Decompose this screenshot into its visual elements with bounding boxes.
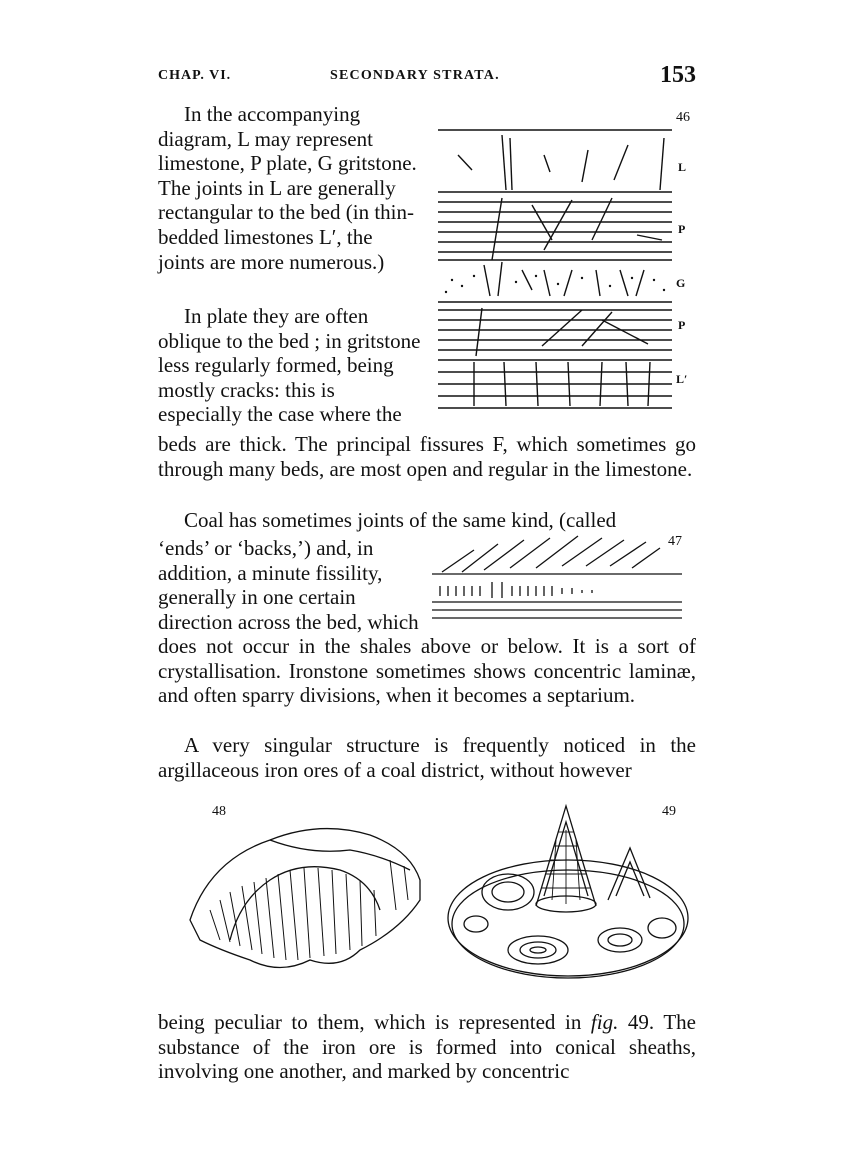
fig-reference: fig. xyxy=(590,1010,619,1034)
label-p-upper: P xyxy=(678,222,686,236)
label-p-lower: P xyxy=(678,318,686,332)
figure-46-strata-diagram xyxy=(432,110,698,420)
paragraph-coal-fissility: ‘ends’ or ‘backs,’) and, in addition, a minute fissility, generally in one certain direction across the bed, which xyxy=(158,536,419,634)
running-title: SECONDARY STRATA. xyxy=(330,68,500,83)
figure-46-number: 46 xyxy=(676,110,690,125)
figure-49-cone-in-cone-specimen xyxy=(440,800,696,985)
paragraph-coal-joints: Coal has sometimes joints of the same kind, (called xyxy=(184,508,617,532)
p8-after: 49. The substance of the iron ore is formed into conical sheaths, involving one another, and marked by concentric xyxy=(158,1010,696,1084)
paragraph-diagram-intro: In the accompanying diagram, L may represent limestone, P plate, G gritstone. The joints in L are generally rectangular to the bed (in thin-bedded limestones L′, the joints are more numerous.) xyxy=(158,102,417,274)
label-l-prime: L′ xyxy=(676,372,688,386)
figure-49-number: 49 xyxy=(662,804,676,819)
paragraph-conical-sheaths xyxy=(158,1010,696,1084)
figure-47-coal-bed xyxy=(432,530,692,622)
label-g: G xyxy=(676,276,686,290)
paragraph-iron-ores: A very singular structure is frequently noticed in the argillaceous iron ores of a coal district, without however xyxy=(158,733,696,782)
label-l: L xyxy=(678,160,687,174)
figure-47-drawing xyxy=(432,530,692,622)
paragraph-joints-plate: In plate they are often oblique to the bed ; in gritstone less regularly formed, being mostly cracks: this is especially the case where the xyxy=(158,304,421,427)
figure-48-number: 48 xyxy=(212,804,226,819)
running-header xyxy=(158,62,696,92)
figure-48-cone-in-cone-mass xyxy=(170,800,450,980)
figure-46-drawing xyxy=(432,110,698,420)
page-number: 153 xyxy=(660,62,696,88)
paragraph-crystallisation: does not occur in the shales above or below. It is a sort of crystallisation. Ironstone sometimes shows concentric laminæ, and often sparry divisions, when it becomes a septarium. xyxy=(158,634,696,708)
chapter-label: CHAP. VI. xyxy=(158,68,232,83)
paragraph-fissures: beds are thick. The principal fissures F, which sometimes go through many beds, are most open and regular in the limestone. xyxy=(158,432,696,481)
p8-before: being peculiar to them, which is represented in xyxy=(158,1010,591,1034)
figure-47-number: 47 xyxy=(668,534,682,549)
figure-49-drawing xyxy=(440,800,696,985)
figure-48-drawing xyxy=(170,800,450,980)
